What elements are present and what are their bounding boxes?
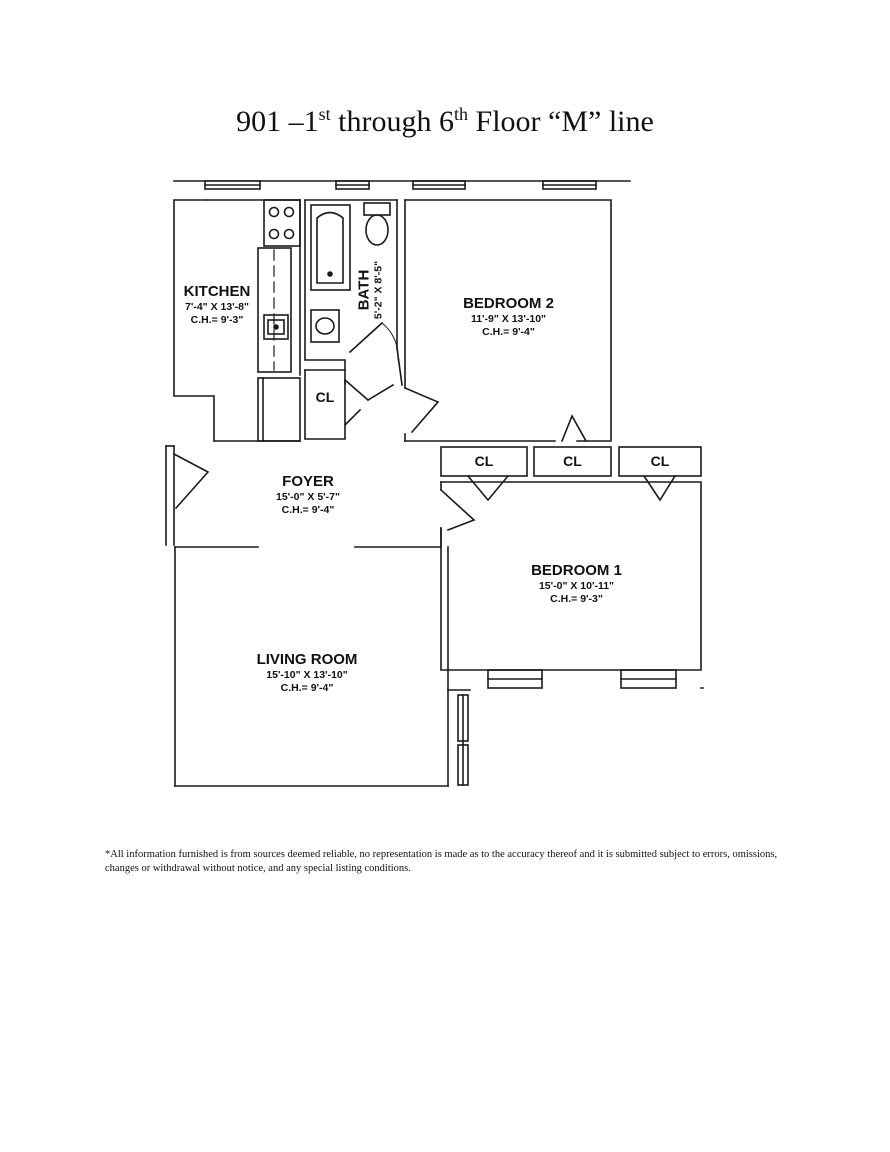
disclaimer: *All information furnished is from sources deemed reliable, no representation is made as to the accuracy thereof and it is submitted subject to errors, omissions, changes or withdrawal without notice, and any special listing conditions. [105,849,778,874]
window-living-room [458,695,468,785]
bath-sink [311,310,339,342]
closet-2-label: CL [563,453,582,469]
stove-icon [264,200,300,246]
window-kitchen [205,181,260,189]
bathtub [311,205,350,290]
kitchen-counter [258,248,291,372]
foyer-label: FOYER 15'-0" X 5'-7" C.H.= 9'-4" [276,473,340,516]
window-bedroom1-left [488,670,542,688]
closet-3-label: CL [650,453,670,469]
closet-door-b2 [562,416,586,441]
entrance-door [166,446,208,545]
bedroom2-door [405,388,438,432]
bedroom1-label: BEDROOM 1 15'-0" X 10'-11" C.H.= 9'-3" [531,562,622,605]
toilet [364,203,390,245]
window-bedroom1-right [621,670,676,688]
bedroom1-door [441,490,474,530]
page-title: 901 –1st through 6th Floor “M” line [236,104,654,138]
window-bedroom2-left [413,181,465,189]
window-bath [336,181,369,189]
window-bedroom2-right [543,181,596,189]
bath-door [350,323,382,352]
bedroom2-label: BEDROOM 2 11'-9" X 13'-10" C.H.= 9'-4" [463,295,554,338]
foyer-closet-label: CL [315,389,335,405]
kitchen-label: KITCHEN 7'-4" X 13'-8" C.H.= 9'-3" [183,283,251,326]
refrigerator [258,378,300,441]
closet-1-label: CL [474,453,494,469]
living-room-label: LIVING ROOM 15'-10" X 13'-10" C.H.= 9'-4" [256,651,358,694]
bath-label: BATH 5'-2" X 8'-5" [355,260,385,320]
